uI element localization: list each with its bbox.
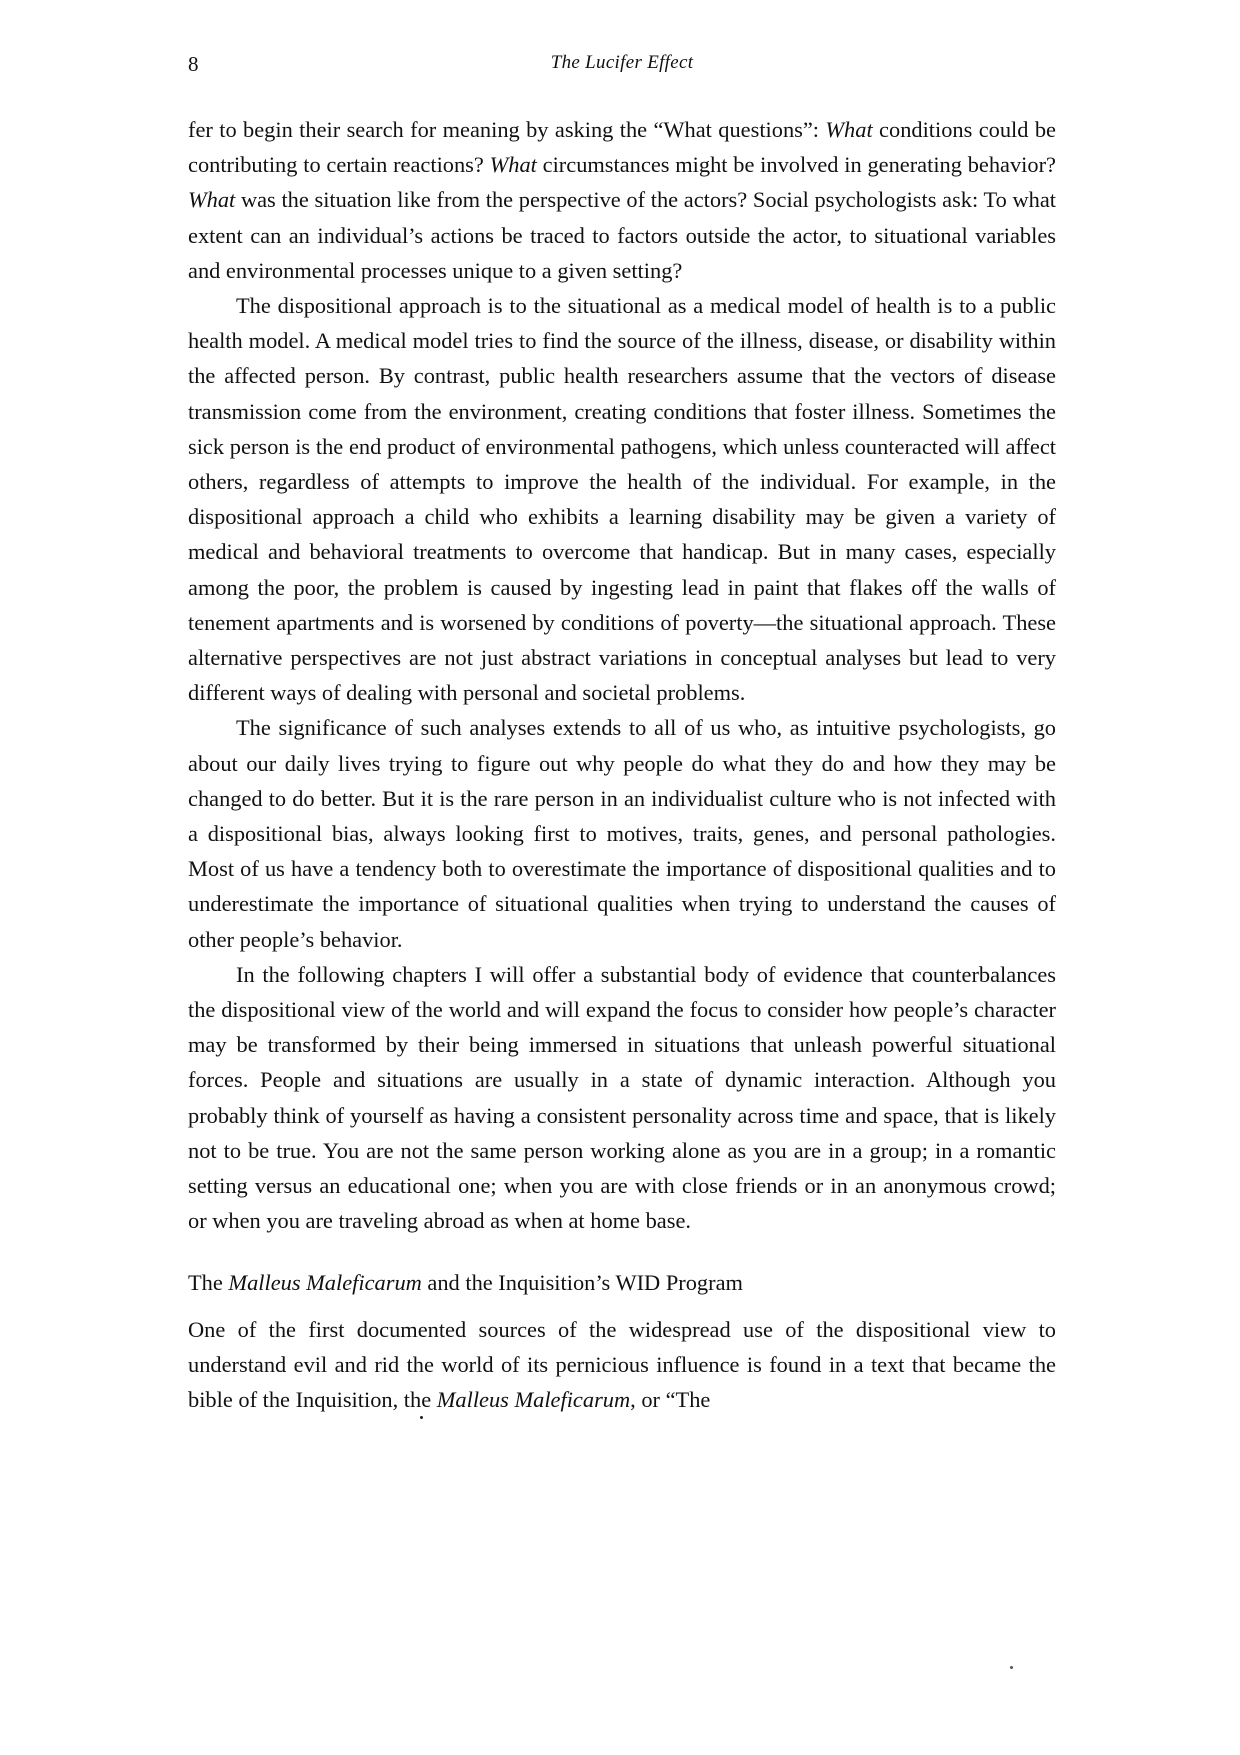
scan-speck <box>420 1416 423 1419</box>
text-run: was the situation like from the perspective of the actors? Social psychologists ask: To what extent can an individual’s actions be traced to factors outside the actor, to situational variables and environmental processes unique to a given setting? <box>188 187 1056 283</box>
running-head <box>188 52 1056 86</box>
page-number: 8 <box>188 52 199 76</box>
scan-speck <box>1010 1666 1013 1669</box>
text-run: The significance of such analyses extends to all of us who, as intuitive psychologists, go about our daily lives trying to figure out why people do what they do and how they may be changed to do better. But it is the rare person in an individualist culture who is not infected with a dispositional bias, always looking first to motives, traits, genes, and personal pathologies. Most of us have a tendency both to overestimate the importance of dispositional qualities and to underestimate the importance of situational qualities when trying to understand the causes of other people’s behavior. <box>188 715 1056 952</box>
paragraph-1 <box>188 112 1056 288</box>
text-run: One of the first documented sources of the widespread use of the dispositional view to understand evil and rid the world of its pernicious influence is found in a text that became the bible of the Inquisition, the <box>188 1316 1056 1413</box>
emphasis: What <box>489 152 537 178</box>
heading-text: and the Inquisition’s WID Program <box>421 1269 743 1295</box>
emphasis: What <box>825 117 873 142</box>
heading-italic: Malleus Maleficarum <box>228 1269 422 1295</box>
text-run: In the following chapters I will offer a substantial body of evidence that counterbalances the dispositional view of the world and will expand the focus to consider how people’s character may be transformed by their being immersed in situations that unleash powerful situational forces. People and situations are usually in a state of dynamic interaction. Although you probably think of yourself as having a consistent personality across time and space, that is likely not to be true. You are not the same person working alone as you are in a group; in a romantic setting versus an educational one; when you are with close friends or in an anonymous crowd; or when you are traveling abroad as when at home base. <box>188 961 1056 1234</box>
heading-text: The <box>188 1269 229 1295</box>
text-run: The dispositional approach is to the situational as a medical model of health is to a public health model. A medical model tries to find the source of the illness, disease, or disability within the affected person. By contrast, public health researchers assume that the vectors of disease transmission come from the environment, creating conditions that foster illness. Sometimes the sick person is the end product of environmental pathogens, which unless counteracted will affect others, regardless of attempts to improve the health of the individual. For example, in the dispositional approach a child who exhibits a learning disability may be given a variety of medical and behavioral treatments to overcome that handicap. But in many cases, especially among the poor, the problem is caused by ingesting lead in paint that flakes off the walls of tenement apartments and is worsened by conditions of poverty—the situational approach. These alternative perspectives are not just abstract variations in conceptual analyses but lead to very different ways of dealing with personal and societal problems. <box>188 293 1056 706</box>
text-run: fer to begin their search for meaning by asking the “What questions”: <box>188 117 826 142</box>
paragraph-4 <box>188 957 1056 1239</box>
emphasis: Malleus Maleficarum <box>436 1387 631 1413</box>
body-text <box>188 112 1056 1417</box>
section-heading <box>188 1265 1056 1300</box>
running-title: The Lucifer Effect <box>550 52 694 73</box>
text-run: circumstances might be involved in generating behavior? <box>536 152 1056 178</box>
text-run: , or “The <box>630 1387 711 1413</box>
text-run: conditions could be contributing to certain reactions? <box>188 117 1056 178</box>
emphasis: What <box>188 187 236 213</box>
paragraph-3 <box>188 710 1056 956</box>
paragraph-2 <box>188 288 1056 710</box>
paragraph-5 <box>188 1312 1056 1418</box>
